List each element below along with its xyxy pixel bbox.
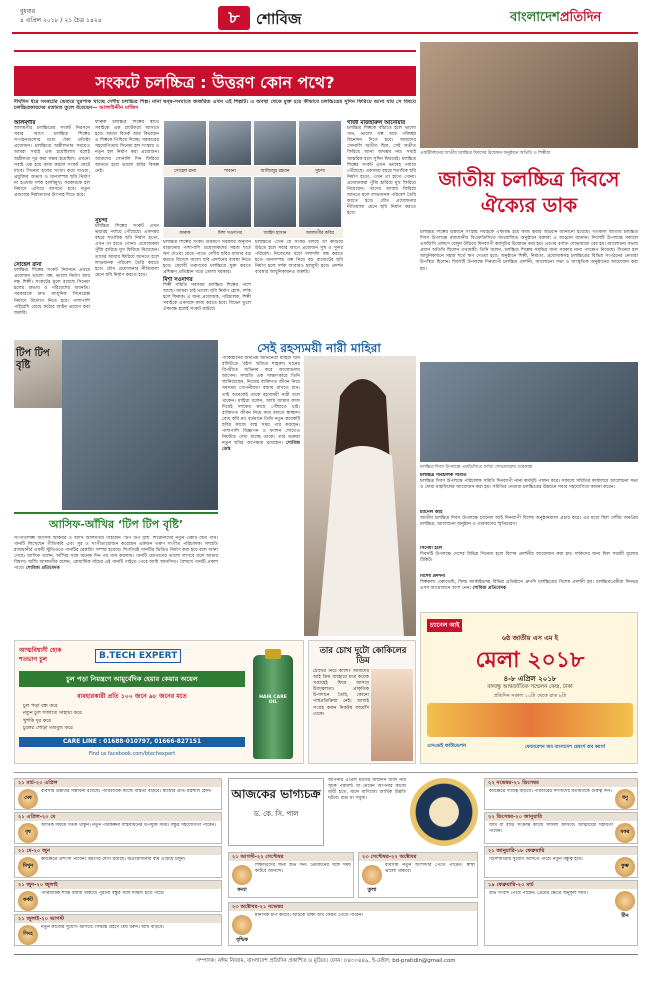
film-day-sub-3 <box>420 546 638 572</box>
film-day-headline-text: জাতীয় চলচ্চিত্র দিবসে ঐক্যের ডাক <box>438 167 620 217</box>
zodiac-range: ২১ আগস্ট-২২ সেপ্টেম্বর <box>229 853 353 861</box>
zodiac-range: ১৯ ফেব্রুয়ারি-২০ মার্চ <box>485 881 637 889</box>
ad-hair-top-2: শতভাগ চুল <box>19 656 47 663</box>
ad-hair-tagline-bar <box>19 671 245 687</box>
portrait-photo <box>163 176 207 228</box>
ad-eye-cream <box>308 640 416 764</box>
lead-col-1b <box>14 262 90 328</box>
tip-tip-photo <box>62 340 218 510</box>
zodiac-box-capricorn <box>484 812 638 844</box>
footer-text: সম্পাদক: নঈম নিজাম, বাংলাদেশ প্রতিদিন প্রকাশিত ও মুদ্রিত। ফোন: ৮৪৩০৪৪৯, ই-মেইল: bd-pratidin@gmail.com <box>196 958 456 964</box>
tip-tip-headline-bar <box>14 512 218 532</box>
lead-col1b-heading: সোহেল রানা <box>14 262 42 268</box>
lead-col1-text: আলমগীর চলচ্চিত্রের সংকট নিরসনে সবার আগে চলচ্চিত্র শিল্পের সংগঠনগুলোর মধ্যে ঐক্য প্রতিষ্ঠা প্রয়োজন। চলচ্চিত্রে অশ্লীলতার সময়েও আমরা সবাই এক হয়েছিলাম বলেই অশ্লীলতা দূর করা সম্ভব হয়েছিল। এখনো সবাই এক হয়ে কাজ করলে সংকট কেটে যাবে। সিনেমা হলের সংখ্যা কমে যাওয়া, প্রযুক্তির অভাব ও মানসম্পন্ন ছবি নির্মাণ না হওয়ায় দর্শক হলবিমুখ। সরকারকে হল নির্মাণে এগিয়ে আসতে হবে। নতুন প্রজন্মের নির্মাতাদের উৎসাহ দিতে হবে। <box>14 126 90 199</box>
mahira-body-text: পাকিস্তানের জনপ্রিয় অভিনেত্রী মাহিরা খান বলিউডে ‘রইস’ ছবিতে শাহরুখ খানের বিপরীতে অভিনয় করে আলোচনায় আসেন। সম্প্রতি এক সাক্ষাৎকারে তিনি জানিয়েছেন, নিজের ব্যক্তিগত জীবন নিয়ে সবসময় গোপনীয়তা বজায় রাখতে চান। তাই অনেকেই তাকে রহস্যময়ী নারী বলে থাকেন। মাহিরা বলেন, আমি আমার কাজ দিয়েই দর্শকের কাছে পৌঁছাতে চাই। ব্যক্তিগত জীবন নিয়ে কথা বলতে স্বাচ্ছন্দ্য বোধ করি না। বর্তমানে তিনি নতুন কয়েকটি ছবির কাজে ব্যস্ত সময় পার করছেন। পাশাপাশি বিজ্ঞাপন ও ফ্যাশন শোতেও নিয়মিত দেখা যাচ্ছে তাকে। তার ভক্তরা নতুন ছবির অপেক্ষায় রয়েছেন। <box>222 356 300 447</box>
ad-mela-title: মেলা ২০১৮ <box>475 648 585 673</box>
zodiac-text: কর্মক্ষেত্রে প্রশংসা পাবেন। ভ্রমণের যোগ রয়েছে। অপ্রয়োজনীয় ব্যয় এড়িয়ে চলুন। <box>41 857 186 862</box>
zodiac-wheel <box>410 778 478 846</box>
zodiac-box-sagittarius <box>484 778 638 810</box>
bottle-label: HAIR CARE OIL <box>259 695 287 705</box>
zodiac-range: ২২ ডিসেম্বর-২০ জানুয়ারি <box>485 813 637 821</box>
zodiac-name: কন্যা <box>237 887 247 893</box>
zodiac-text: জমি বা বাড়ি সংক্রান্ত কাজে সাফল্য আসবে। আত্মীয়ের সহায়তা পাবেন। <box>489 823 613 835</box>
lead-col3-text: চলচ্চিত্র শিল্পের সংকট উত্তরণে সরকারি অনুদান বাড়ানোর পাশাপাশি প্রযোজকদের সহজ শর্তে ঋণ দেওয়া যেতে পারে। দেশীয় ছবির বাজার বড় করতে বিদেশে বাংলা ছবি প্রদর্শনের ব্যবস্থা নিতে হবে। মেধাবী তরুণদের চলচ্চিত্রে যুক্ত করতে প্রশিক্ষণ প্রতিষ্ঠান গড়ে তোলা দরকার। <box>163 240 251 276</box>
zodiac-range: ২১ এপ্রিল-২০ মে <box>15 813 221 821</box>
film-day-sub4-text: শিল্পকলা একাডেমি, ফিল্ম আর্কাইভসহ বিভিন্ন প্রতিষ্ঠানে ধ্রুপদি চলচ্চিত্রের বিশেষ প্রদর্শনী হয়। চলচ্চিত্রপ্রেমীরা দিনভর এসব আয়োজনে অংশ নেন। <box>420 580 638 592</box>
zodiac-box-pisces <box>484 880 638 946</box>
tip-tip-headline: আসিফ-আঁখির ‘টিপ টিপ বৃষ্টি’ <box>48 518 184 531</box>
poster-title: টিপ টিপ বৃষ্টি <box>16 348 50 371</box>
lead-col2b-text: চলচ্চিত্র শিল্পের সংকট এখন ভয়াবহ পর্যায়ে পৌঁছেছে। একসময় বছরে শতাধিক ছবি নির্মাণ হতো, এখন তা হাতে গোনা। প্রযোজকরা পুঁজি হারিয়ে মুখ ফিরিয়ে নিয়েছেন। তাদের আবার ফিরিয়ে আনতে হলে লাভজনক পরিবেশ তৈরি করতে হবে। যৌথ প্রযোজনার নীতিমালা মেনে ছবি নির্মাণ করতে হবে। <box>95 224 159 278</box>
brand-logo <box>510 8 601 29</box>
lead-col1b-text: চলচ্চিত্র শিল্পের সংকট নিরসনে প্রথমে প্রয়োজন ভালো গল্প, ভালো নির্মাণ আর দক্ষ শিল্পী। সংকটের মূলে রয়েছে সিনেমা হলের অভাব ও পরিবেশের অবনতি। সরকারকে দ্রুত আধুনিক সিনেপ্লেক্স নির্মাণে উদ্যোগ নিতে হবে। পাশাপাশি পাইরেসি রোধে কঠোর আইন প্রয়োগ করা জরুরি। <box>14 268 90 316</box>
lead-col5-heading: গাজী মাজহারুল আনোয়ার <box>347 120 406 126</box>
film-day-body <box>420 230 638 360</box>
lead-col-2 <box>95 120 159 216</box>
zodiac-text: শুভ সংবাদ পেতে পারেন। প্রেমের ক্ষেত্রে অনুকূল সময়। <box>489 891 588 896</box>
film-day-body-text: চলচ্চিত্র শিল্পের উন্নয়নে সংশ্লিষ্ট সবাইকে ঐক্যবদ্ধ হয়ে কাজ করার আহ্বান জানানো হয়েছে। গতকাল জাতীয় চলচ্চিত্র দিবস উপলক্ষে রাজধানীর বিএফডিসিতে আয়োজিত অনুষ্ঠানে বক্তারা এ আহ্বান জানান। দিবসটি উপলক্ষে সকালে এফডিসি প্রাঙ্গণে বেলুন উড়িয়ে দিনব্যাপী কর্মসূচির উদ্বোধন করা হয়। এরপর বর্ণাঢ্য শোভাযাত্রা বের হয়। আলোচনা সভায় প্রধান অতিথি ছিলেন তথ্যমন্ত্রী। তিনি বলেন, চলচ্চিত্র শিল্পের সমৃদ্ধির জন্য সরকার নানা পদক্ষেপ নিয়েছে। সিনেমা হল আধুনিকায়নে সহজ শর্তে ঋণ দেওয়া হবে। অনুষ্ঠানে শিল্পী, নির্মাতা, প্রযোজকসহ চলচ্চিত্রের বিভিন্ন সংগঠনের নেতারা উপস্থিত ছিলেন। দিবসটি উপলক্ষে দিনব্যাপী চলচ্চিত্র প্রদর্শনী, আলোচনা সভা ও সাংস্কৃতিক অনুষ্ঠানের আয়োজন করা হয়। <box>420 230 638 272</box>
lead-col2-text: ফারুক চলচ্চিত্র শিল্পের স্বার্থে সবাইকে এক প্ল্যাটফর্মে আসতে হবে। অযথা বিতর্ক আর বিভাজন এ শিল্পকে পিছিয়ে দিচ্ছে। সরকারের সহযোগিতায় সিনেমা হল সংস্কার ও নতুন হল নির্মাণ করা প্রয়োজন। আমাদের সোনালি দিন ফিরিয়ে আনতে হলে ভালো ছবির বিকল্প নেই। <box>95 120 159 174</box>
ad-hair-fb: Find us facebook.com/btechexpert <box>88 751 176 757</box>
zodiac-range: ২১ জুলাই-২০ আগস্ট <box>15 915 221 923</box>
masthead-rule <box>12 32 638 34</box>
film-day-sub1-title: চলচ্চিত্র পরিচালক সমিতি <box>420 473 467 478</box>
portrait-caption: জাহিদ হাসান <box>263 231 287 236</box>
horoscope-title-box <box>228 778 324 846</box>
lead-col3b-text: শিল্পী সমিতি সবসময় চলচ্চিত্র শিল্পের পাশে আছে। আমরা চাই ভালো ছবি নির্মাণ হোক, দর্শক হলে ফিরুক। এ জন্য প্রযোজক, পরিচালক, শিল্পী সবাইকে একসঙ্গে কাজ করতে হবে। বিভেদ ভুলে ঐক্যবদ্ধ হলেই সংকট কাটবে। <box>163 282 251 313</box>
zodiac-box-leo <box>14 914 222 946</box>
zodiac-name: মীন <box>621 913 629 919</box>
lead-col3b-heading: মিশা সওদাগর <box>163 276 193 283</box>
zodiac-text: আর্থিক বিষয়ে সতর্ক থাকুন। নতুন পরিকল্পনা বাস্তবায়নের উপযুক্ত সময়। বন্ধুর সহযোগিতা পাবেন। <box>41 823 216 828</box>
zodiac-range: ২৩ অক্টোবর-২১ নভেম্বর <box>229 903 477 911</box>
portrait-caption: শাবানা <box>224 169 236 174</box>
zodiac-range: ২১ মার্চ-২০ এপ্রিল <box>15 779 221 787</box>
film-day-sub3-text: দিবসটি উপলক্ষে দেশের বিভিন্ন সিনেমা হলে বিশেষ প্রদর্শনীর আয়োজন করা হয়। দর্শকদের জন্য ছিল সাশ্রয়ী মূল্যের টিকিট। <box>420 552 638 564</box>
zodiac-box-virgo <box>228 852 354 898</box>
hair-oil-bottle <box>253 655 293 759</box>
portrait-caption: ফারুক <box>179 231 191 236</box>
portrait-photo <box>208 176 252 228</box>
ad-mela-title-small: ৬ষ্ঠ জাতীয় এস এম ই <box>502 634 558 642</box>
mahira-body <box>222 356 300 636</box>
zodiac-name: বৃষ <box>25 829 31 835</box>
ad-mela-sponsor-1: এসএমই ফাউন্ডেশন <box>427 743 466 749</box>
scorpio-icon <box>232 915 252 935</box>
portrait-caption: সোহেল রানা <box>173 169 197 174</box>
tip-tip-body-text: সংগীতশিল্পী আসিফ আকবর ও আঁখি আলমগীর গাইলেন ‘টিপ টিপ বৃষ্টি’ শিরোনামের নতুন একটি দ্বৈত গান। গানটি লিখেছেন গীতিকবি এবং সুর ও সংগীতায়োজন করেছেন একজন তরুণ সংগীত পরিচালক। সম্প্রতি রাজধানীর একটি স্টুডিওতে গানটির রেকর্ডিং সম্পন্ন হয়েছে। শিগগিরই গানটির ভিডিও নির্মাণ করা হবে বলে জানা গেছে। আসিফ বলেন, আঁখির সঙ্গে অনেক দিন পর গান করলাম। গানটি শ্রোতাদের ভালো লাগবে বলে আমার বিশ্বাস। আঁখি আলমগীর বলেন, রোমান্টিক ধাঁচের এই গানটি গাইতে পেরে আমি আনন্দিত। বৈশাখে গানটি প্রকাশ পাবে। <box>14 536 218 572</box>
section-name: শোবিজ <box>256 10 302 28</box>
ad-mela-dates: ৪-৮ এপ্রিল ২০১৮ <box>503 675 557 683</box>
horoscope-title: আজকের ভাগ্যচক্র <box>231 787 321 801</box>
ad-mela-time: প্রতিদিন সকাল ১০টা থেকে রাত ৮টা <box>493 693 567 699</box>
lead-col5-text-2: চলচ্চিত্র শিল্পের সংকট এখন ভয়াবহ পর্যায়ে পৌঁছেছে। একসময় বছরে শতাধিক ছবি নির্মাণ হতো, এখন তা হাতে গোনা। প্রযোজকরা পুঁজি হারিয়ে মুখ ফিরিয়ে নিয়েছেন। তাদের আবার ফিরিয়ে আনতে হলে লাভজনক পরিবেশ তৈরি করতে হবে। যৌথ প্রযোজনার নীতিমালা মেনে ছবি নির্মাণ করতে হবে। <box>347 156 416 217</box>
portrait-photo <box>253 176 297 228</box>
film-day-sub2-title: চ্যানেল আই <box>420 510 443 515</box>
ad-hair-careline: CARE LINE : 01688-010797, 01666-827151 <box>19 737 245 747</box>
zodiac-box-taurus <box>14 812 222 844</box>
mahira-silhouette <box>304 356 416 636</box>
zodiac-name: মেষ <box>24 795 32 801</box>
pisces-icon <box>615 891 635 911</box>
zodiac-range: ২১ জুন-২০ জুলাই <box>15 881 221 889</box>
zodiac-name: মিথুন <box>22 863 34 869</box>
portrait-photo <box>208 120 252 166</box>
lead-byline: আলাউদ্দীন মাজিদ <box>99 105 139 112</box>
film-day-credit: শোবিজ প্রতিবেদক <box>472 586 507 592</box>
film-day-sub-4 <box>420 574 638 606</box>
zodiac-name: কর্কট <box>23 897 33 903</box>
zodiac-box-libra <box>358 852 478 898</box>
film-day-caption-2: চলচ্চিত্র দিবস উপলক্ষে এফডিসিতে বর্ণাঢ্য শোভাযাত্রায় তারকারা <box>420 465 533 470</box>
zodiac-text: নতুন কাজের সুযোগ আসবে। সিদ্ধান্ত গ্রহণে ধৈর্য ধরুন। আয় বাড়বে। <box>41 925 164 930</box>
zodiac-text: বিদেশযাত্রার সুযোগ আসতে পারে। নতুন বন্ধুত্ব হবে। <box>489 857 583 862</box>
horoscope-intro-text: আপনার এপ্রিল মাসের জন্মদিন বাবদ নাম সূচক পরামর্শ। যা নেবেন আপনার কাজে জয়ী হতে, মানে বাণিজ্যে আর্থিক উন্নতি ঘটবে। শুভ রং সবুজ। <box>328 778 406 802</box>
libra-icon <box>362 865 382 885</box>
zodiac-name: সিংহ <box>23 931 33 937</box>
film-day-sub-2 <box>420 510 638 544</box>
mahira-headline: সেই রহস্যময়ী নারী মাহিরা <box>257 341 381 355</box>
horoscope-rule <box>14 772 638 773</box>
ad-hair-point: চুলের গোড়া মজবুত করে <box>23 725 73 732</box>
film-day-photo <box>420 42 638 148</box>
zodiac-text: মানসিক চাপ কমবে। আটকে থাকা অর্থ ফেরত পেতে পারেন। <box>255 913 364 918</box>
film-day-caption: একটিমিশনের জাতীয় চলচ্চিত্র দিবসের উদ্বোধন অনুষ্ঠানে অতিথি ও শিল্পীরা <box>420 151 551 156</box>
zodiac-name: তুলা <box>367 887 377 893</box>
film-day-sub1-text: চলচ্চিত্র দিবস উপলক্ষে পরিচালক সমিতি দিনব্যাপী নানা কর্মসূচি পালন করে। সকালে সমিতির কার্যালয়ে আলোচনা সভা ও দোয়া মাহফিলের আয়োজন করা হয়। সমিতির নেতারা চলচ্চিত্রের উন্নয়নে সবার সহযোগিতা কামনা করেন। <box>420 479 638 491</box>
ad-hair-point: খুশকি দূর করে <box>23 717 51 724</box>
zodiac-range: ২১ মে-২০ জুন <box>15 847 221 855</box>
portrait-photo <box>298 120 342 166</box>
ad-mela-venue: বঙ্গবন্ধু আন্তর্জাতিক সম্মেলন কেন্দ্র, ঢাকা <box>487 684 573 690</box>
film-day-sub4-title: বিশেষ প্রদর্শনী <box>420 574 446 579</box>
zodiac-range: ২২ নভেম্বর-২১ ডিসেম্বর <box>485 779 637 787</box>
film-day-photo-2 <box>420 362 638 462</box>
zodiac-box-cancer <box>14 880 222 912</box>
tip-tip-poster <box>14 340 62 408</box>
lead-headline-flag <box>14 50 416 66</box>
zodiac-text: ব্যবসায় নতুন অংশীদার পেতে পারেন। স্বাস্থ্য ভালো থাকবে। <box>385 863 475 875</box>
zodiac-range: ২৩ সেপ্টেম্বর-২২ অক্টোবর <box>359 853 477 861</box>
lead-col-5 <box>347 120 416 328</box>
zodiac-text: পারিবারিক শান্তি বজায় থাকবে। পুরনো বন্ধুর সঙ্গে সাক্ষাৎ হতে পারে। <box>41 891 165 896</box>
ad-hair-top: আত্মবিশ্বাসী হোক <box>19 647 62 654</box>
ad-hair-point: চুল পড়া বন্ধ করে <box>23 703 58 709</box>
tip-tip-credit: শোবিজ প্রতিবেদক <box>25 566 60 572</box>
brand-left: বাংলাদেশ <box>510 10 560 25</box>
page-number: ৮ <box>228 8 240 28</box>
lead-col-4 <box>255 240 343 328</box>
lead-intro <box>14 99 416 117</box>
film-day-sub-1 <box>420 473 638 509</box>
ad-sme-mela <box>420 612 638 764</box>
lead-headline: সংকটে চলচ্চিত্র : উত্তরণ কোন পথে? <box>95 73 335 92</box>
ad-hair-points <box>23 703 245 733</box>
date-day: বুধবার <box>20 8 36 15</box>
ad-hair-brand: B.TECH EXPERT <box>95 649 181 663</box>
lead-col5-text: চলচ্চিত্র শিল্পকে বাঁচাতে হলে ভালো গান, ভালো গল্প আর পরিচ্ছন্ন বিনোদন দিতে হবে। আমাদের সোনালি অতীত ছিল, সেই অতীত ফিরিয়ে আনা অসম্ভব নয়। সবাই আন্তরিক হলে সুদিন ফিরবেই। <box>347 126 416 162</box>
zodiac-name: ধনু <box>622 795 628 801</box>
portrait-caption: আলমগীর কবির <box>306 231 334 236</box>
zodiac-text: শিক্ষার্থীদের জন্য শুভ দিন। প্রিয়জনের সঙ্গে সময় কাটবে আনন্দে। <box>255 863 351 875</box>
tip-tip-body <box>14 536 218 636</box>
lead-col2b-heading: সুচন্দা <box>95 218 108 224</box>
ad-hair-point: নতুন চুল গজাতে সাহায্য করে <box>23 710 82 717</box>
ad-mela-art <box>427 703 633 737</box>
ad-eye-photo <box>371 669 413 761</box>
zodiac-text: কর্মক্ষেত্রে দায়িত্ব বাড়বে। পরিবারের সদস্যদের মতামতকে গুরুত্ব দিন। <box>489 789 612 794</box>
lead-col1-heading: আলমগীর <box>14 120 36 126</box>
zodiac-box-scorpio <box>228 902 478 946</box>
mahira-photo <box>304 356 416 636</box>
virgo-icon <box>232 865 252 885</box>
zodiac-box-aries <box>14 778 222 810</box>
zodiac-name: কুম্ভ <box>621 863 629 869</box>
ad-mela-org: চ্যানেল আই <box>427 619 462 632</box>
ad-hair-oil <box>14 640 304 764</box>
zodiac-range: ২১ জানুয়ারি-১৮ ফেব্রুয়ারি <box>485 847 637 855</box>
portrait-caption: আজিজুর রহমান <box>260 169 290 174</box>
portrait-caption: মিশা সওদাগর <box>218 231 242 236</box>
film-day-sub2-text: জাতীয় চলচ্চিত্র দিবস উপলক্ষে চ্যানেল আই দিনব্যাপী বিশেষ অনুষ্ঠানমালা প্রচার করে। এর মধ্যে ছিল দেশীয় জনপ্রিয় চলচ্চিত্র, আলোচনা অনুষ্ঠান ও তারকাদের স্মৃতিচারণ। <box>420 516 638 528</box>
portrait-grid <box>163 120 343 238</box>
ad-eye-body: চোখের নিচে কালি? আমাদের আই ক্রিম ব্যবহারে মাত্র কয়েক সপ্তাহেই ফিরে আসবে উজ্জ্বলতা। প্রাকৃতিক উপাদানে তৈরি, কোনো পার্শ্বপ্রতিক্রিয়া নেই। আজই সংগ্রহ করুন নিকটস্থ ফার্মেসি থেকে। <box>313 669 369 717</box>
ad-eye-headline: তার চোখ দুটো কোকিলের ডিম <box>319 645 407 665</box>
portrait-caption: সুচন্দা <box>314 169 326 174</box>
date-full: ৪ এপ্রিল ২০১৮ / ২১ চৈত্র ১৪২৪ <box>20 17 102 24</box>
lead-headline-bar <box>14 66 416 96</box>
zodiac-name: মকর <box>620 829 630 835</box>
bottle-cap <box>265 649 281 659</box>
mahira-credit: শোবিজ ডেস্ক <box>222 441 300 453</box>
lead-col4-text: চলচ্চিত্রে এখন যে সংকট চলছে তা কাটিয়ে উঠতে হলে সবার আগে প্রয়োজন সুস্থ ও সুন্দর পরিবেশ। নিজেদের মধ্যে দলাদলি বন্ধ করতে হবে। মানসম্পন্ন গল্প নিয়ে বড় বাজেটের ছবি নির্মাণ হলে দর্শক আবারও হলমুখী হবে। প্রদর্শন ব্যবস্থার আধুনিকায়নও জরুরি। <box>255 240 343 276</box>
portrait-photo <box>298 176 342 228</box>
page-number-badge <box>218 6 250 30</box>
ad-hair-tagline: চুল পড়া নিয়ন্ত্রণে আয়ুর্বেদিক হেয়ার কেয়ার অয়েল <box>66 675 198 683</box>
zodiac-name: বৃশ্চিক <box>236 937 248 943</box>
film-day-sub3-title: সিনেমা হলে <box>420 546 443 551</box>
portrait-photo <box>163 120 207 166</box>
ad-mela-sponsor-2: ফেডারেশন অব বাংলাদেশ চেম্বার্স অব কমার্স <box>525 745 605 750</box>
lead-col-3 <box>163 240 251 328</box>
zodiac-text: ব্যবসায় উন্নতির সম্ভাবনা রয়েছে। পারিবারিক কাজে ব্যস্ততা বাড়বে। স্বাস্থ্যের প্রতি যত্নশীল হোন। <box>41 789 212 794</box>
horoscope-intro <box>328 778 406 846</box>
horoscope-author: ড. কে. সি. পাল <box>253 810 299 818</box>
lead-col-1 <box>14 120 90 262</box>
film-day-headline <box>420 160 638 226</box>
portrait-photo <box>253 120 297 166</box>
ad-hair-offer: ব্যবহারকারী প্রতি ১০০ জনে ৯৮ জনের মতে <box>77 693 187 700</box>
lead-col-2b <box>95 218 159 328</box>
zodiac-box-aquarius <box>484 846 638 878</box>
zodiac-box-gemini <box>14 846 222 878</box>
footer-rule <box>14 954 638 955</box>
lead-intro-text: দীর্ঘদিন ধরে সংকটের ভেতরে ঘুরপাক খাচ্ছে দেশীয় চলচ্চিত্র শিল্প। নানা দ্বন্দ্ব-সংঘাতে জর্জরিত এখন এই শিল্পটি। এ অবস্থা থেকে মুক্ত হয়ে কীভাবে চলচ্চিত্রের সুদিন ফিরিয়ে আনা যায় সে বিষয়ে চলচ্চিত্রকারদের মতামত তুলে ধরেছেন— <box>14 99 416 112</box>
masthead <box>0 0 650 34</box>
brand-right: প্রতিদিন <box>559 10 602 25</box>
